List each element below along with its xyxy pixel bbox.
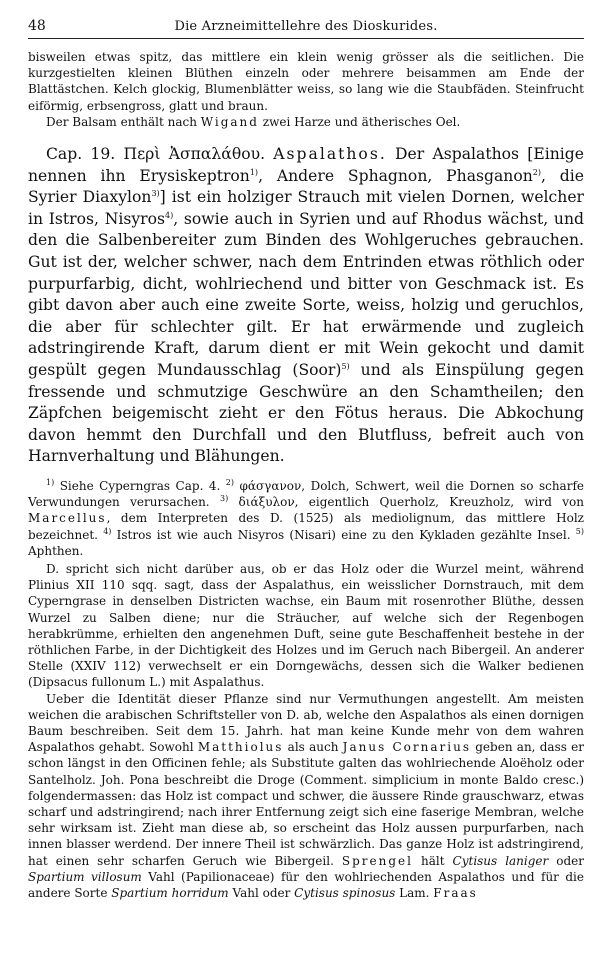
- intro-section: [28, 49, 584, 130]
- footnote-ref: 1): [249, 167, 259, 177]
- commentary-paragraph-1: D. spricht sich nicht darüber aus, ob er das Holz oder die Wurzel meint, während Plinius XII 110 sqq. sagt, dass der Aspalathus, ein weisslicher Dornstrauch, mit dem Cyperngrase in denselben Districten wachse, ein Baum mit rosenrother Blüthe, dessen Wurzel zu Salben diene; nur die Sträucher, auf welche sich der Regenbogen herabkrümme, erhielten den angenehmen Duft, seine gute Beschaffenheit bestehe in der röthlichen Farbe, in der Dichtigkeit des Holzes und im Geruch nach Bibergeil. An anderer Stelle (XXIV 112) verwechselt er ein Dorngewächs, dessen sich die Walker bedienen (Dipsacus fullonum L.) mit Aspalathus.: [28, 561, 584, 690]
- running-title: Die Arzneimittellehre des Dioskurides.: [174, 19, 438, 34]
- commentary-section: [28, 561, 584, 901]
- footnote-ref: 5): [341, 361, 350, 371]
- balsam-paragraph: Der Balsam enthält nach Wigand zwei Harze und ätherisches Oel.: [46, 114, 461, 129]
- author-name: Wigand: [200, 114, 259, 129]
- commentary-paragraph-2: Ueber die Identität dieser Pflanze sind nur Vermuthungen angestellt. Am meisten weichen die arabischen Schriftsteller von D. ab, welche den Aspalathos als einen dornigen Baum beschreiben. Seit dem 15. Jahrh. hat man keine Kunde mehr von dem wahren Aspalathos gehabt. Sowohl Matthiolus als auch Janus Cornarius geben an, dass er schon längst in den Officinen fehle; als Substitute galten das wohlriechende Aloëholz oder Santelholz. Joh. Pona beschreibt die Droge (Comment. simplicium in monte Baldo cresc.) folgendermassen: das Holz ist compact und schwer, die äussere Rinde grauschwarz, etwas scharf und adstringirend; nach ihrer Entfernung zeigt sich eine faserige Membran, welche sehr wirksam ist. Zieht man diese ab, so erscheint das Holz aussen purpurfarben, nach innen blasser werdend. Der innere Theil ist schwärzlich. Das ganze Holz ist adstringirend, hat einen sehr scharfen Geruch wie Bibergeil. Sprengel hält Cytisus laniger oder Spartium villosum Vahl (Papilionaceae) für den wohlriechenden Aspalathos und für die andere Sorte Spartium horridum Vahl oder Cytisus spinosus Lam. Fraas: [28, 691, 585, 900]
- chapter-number: Cap. 19.: [46, 145, 116, 164]
- running-header: [28, 18, 584, 39]
- footnote-block: $^{1)}$ Siehe Cyperngras Cap. 4. $^{2)}$ φάσγανον, Dolch, Schwert, weil die Dornen so scharfe Verwundungen verursachen. $^{3)}$ διάξυλον, eigentlich Querholz, Kreuzholz, wird von Marcellus, dem Interpreten des D. (1525) als mediolignum, das mittlere Holz bezeichnet. $^{4)}$ Istros ist wie auch Nisyros (Nisari) eine zu den Kykladen gezählte Insel. $^{5)}$ Aphthen.: [28, 477, 584, 558]
- chapter-name: Aspalathos.: [273, 145, 387, 164]
- page-number: 48: [28, 18, 46, 34]
- footnote-ref: 2): [532, 167, 541, 177]
- footnote-ref: 4): [164, 210, 174, 220]
- footnote-ref: 3): [151, 189, 160, 199]
- greek-title: Περὶ Ἀσπαλάθου.: [123, 145, 266, 164]
- chapter-text: [28, 144, 584, 468]
- book-page: [28, 18, 584, 901]
- footnotes: [28, 478, 584, 559]
- intro-paragraph: bisweilen etwas spitz, das mittlere ein klein wenig grösser als die seitlichen. Die kurzgestielten kleinen Blüthen einzeln oder mehrere beisammen am Ende der Blattästchen. Kelch glockig, Blumenblätter weiss, so lang wie die Staubfäden. Steinfrucht eiförmig, erbsengross, glatt und braun.: [28, 50, 584, 113]
- chapter-paragraph: Cap. 19. Περὶ Ἀσπαλάθου. Aspalathos. Der Aspalathos [Einige nennen ihn Erysiskeptron$^{1)}$, Andere Sphagnon, Phasganon$^{2)}$, die Syrier Diaxylon$^{3)}$] ist ein holziger Strauch mit vielen Dornen, welcher in Istros, Nisyros$^{4)}$, sowie auch in Syrien und auf Rhodus wächst, und den die Salbenbereiter zum Binden des Wohlgeruches gebrauchen. Gut ist der, welcher schwer, nach dem Entrinden etwas röthlich oder purpurfarbig, dicht, wohlriechend und bitter von Geschmack ist. Es gibt davon aber auch eine zweite Sorte, weiss, holzig und geruchlos, die aber für schlechter gilt. Er hat erwärmende und zugleich adstringirende Kraft, darum dient er mit Wein gekocht und damit gespült gegen Mundausschlag (Soor)$^{5)}$ und als Einspülung gegen fressende und schmutzige Geschwüre an den Schamtheilen; den Zäpfchen beigemischt zieht er den Fötus heraus. Die Abkochung davon hemmt den Durchfall und den Blutfluss, befreit auch von Harnverhaltung und Blähungen.: [28, 145, 584, 466]
